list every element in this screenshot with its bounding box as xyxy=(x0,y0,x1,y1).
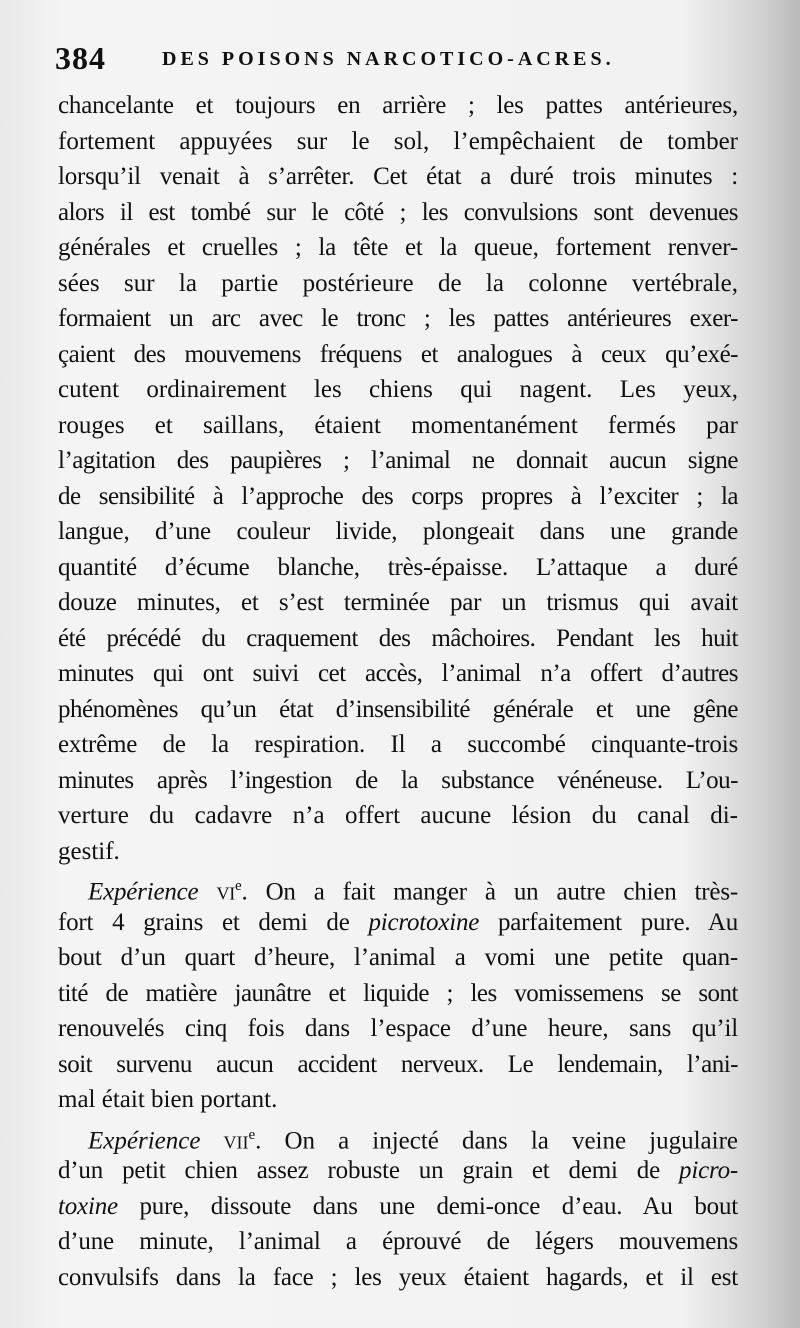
text-line: renouvelés cinq fois dans l’espace d’une heure, sans qu’il xyxy=(58,1015,738,1042)
text-line: de sensibilité à l’approche des corps propres à l’exciter ; la xyxy=(58,482,738,510)
text-line xyxy=(58,905,738,941)
italic-term: toxine xyxy=(58,1192,118,1220)
experience-number: vii xyxy=(200,1126,249,1154)
page-number: 384 xyxy=(55,40,106,76)
text-line xyxy=(58,1118,738,1154)
ordinal-suffix: e xyxy=(248,1126,256,1143)
text-line: minutes qui ont suivi cet accès, l’animal n’a offert d’autres xyxy=(58,660,738,687)
text-line: quantité d’écume blanche, très-épaisse. L’attaque a duré xyxy=(58,553,738,581)
italic-term: picrotoxine xyxy=(368,908,480,936)
text-line: minutes après l’ingestion de la substance vénéneuse. L’ou- xyxy=(58,766,738,794)
text-fragment: parfaitement pure. Au xyxy=(479,908,738,936)
text-line: convulsifs dans la face ; les yeux étaient hagards, et il est xyxy=(58,1263,738,1291)
text-fragment: . On a injecté dans la veine jugulaire xyxy=(255,1126,738,1154)
paragraph-continuation xyxy=(58,88,738,869)
text-line: mal était bien portant. xyxy=(58,1086,278,1113)
paragraph-experience-6 xyxy=(58,869,738,1118)
text-fragment: fort 4 grains et demi de xyxy=(58,908,369,936)
text-line: l’agitation des paupières ; l’animal ne donnait aucun signe xyxy=(58,447,738,474)
text-line: formaient un arc avec le tronc ; les pattes antérieures exer- xyxy=(58,305,738,332)
text-line xyxy=(58,869,738,905)
text-fragment: . On a fait manger à un autre chien très- xyxy=(241,878,738,906)
text-line: alors il est tombé sur le côté ; les convulsions sont devenues xyxy=(58,198,738,226)
experience-label: Expérience xyxy=(88,878,199,906)
body-text xyxy=(58,88,738,1295)
experience-label: Expérience xyxy=(88,1126,201,1154)
text-line: cutent ordinairement les chiens qui nagent. Les yeux, xyxy=(58,376,738,403)
text-line: verture du cadavre n’a offert aucune lésion du canal di- xyxy=(58,802,738,829)
text-line: bout d’un quart d’heure, l’animal a vomi une petite quan- xyxy=(58,944,738,971)
paragraph-experience-7 xyxy=(58,1118,738,1296)
text-line: phénomènes qu’un état d’insensibilité générale et une gêne xyxy=(58,695,738,723)
text-line xyxy=(58,1153,738,1189)
italic-term: picro- xyxy=(679,1157,738,1184)
text-line: fortement appuyées sur le sol, l’empêchaient de tomber xyxy=(58,127,738,155)
text-line: générales et cruelles ; la tête et la queue, fortement renver- xyxy=(58,234,738,261)
text-line: été précédé du craquement des mâchoires. Pendant les huit xyxy=(58,624,738,652)
text-fragment: d’un petit chien assez robuste un grain et demi de xyxy=(58,1157,680,1184)
text-line: d’une minute, l’animal a éprouvé de légers mouvemens xyxy=(58,1228,738,1255)
text-line: chancelante et toujours en arrière ; les pattes antérieures, xyxy=(58,92,738,119)
text-line: rouges et saillans, étaient momentanément fermés par xyxy=(58,411,738,439)
text-line: extrême de la respiration. Il a succombé cinquante-trois xyxy=(58,731,738,758)
text-line: langue, d’une couleur livide, plongeait dans une grande xyxy=(58,518,738,545)
text-line: gestif. xyxy=(58,837,120,865)
text-line: tité de matière jaunâtre et liquide ; les vomissemens se sont xyxy=(58,979,738,1007)
text-line: çaient des mouvemens fréquens et analogues à ceux qu’exé- xyxy=(58,340,738,368)
text-line: sées sur la partie postérieure de la colonne vertébrale, xyxy=(58,269,738,297)
text-line xyxy=(58,1189,738,1225)
text-line: douze minutes, et s’est terminée par un trismus qui avait xyxy=(58,589,738,616)
text-line: soit survenu aucun accident nerveux. Le lendemain, l’ani- xyxy=(58,1050,738,1078)
running-title: DES POISONS NARCOTICO-ACRES. xyxy=(162,48,615,70)
experience-number: vi xyxy=(198,878,236,906)
text-line: lorsqu’il venait à s’arrêter. Cet état a duré trois minutes : xyxy=(58,163,738,190)
text-fragment: pure, dissoute dans une demi-once d’eau. Au bout xyxy=(117,1192,738,1220)
ordinal-suffix: e xyxy=(235,878,242,894)
page-header xyxy=(55,40,745,84)
